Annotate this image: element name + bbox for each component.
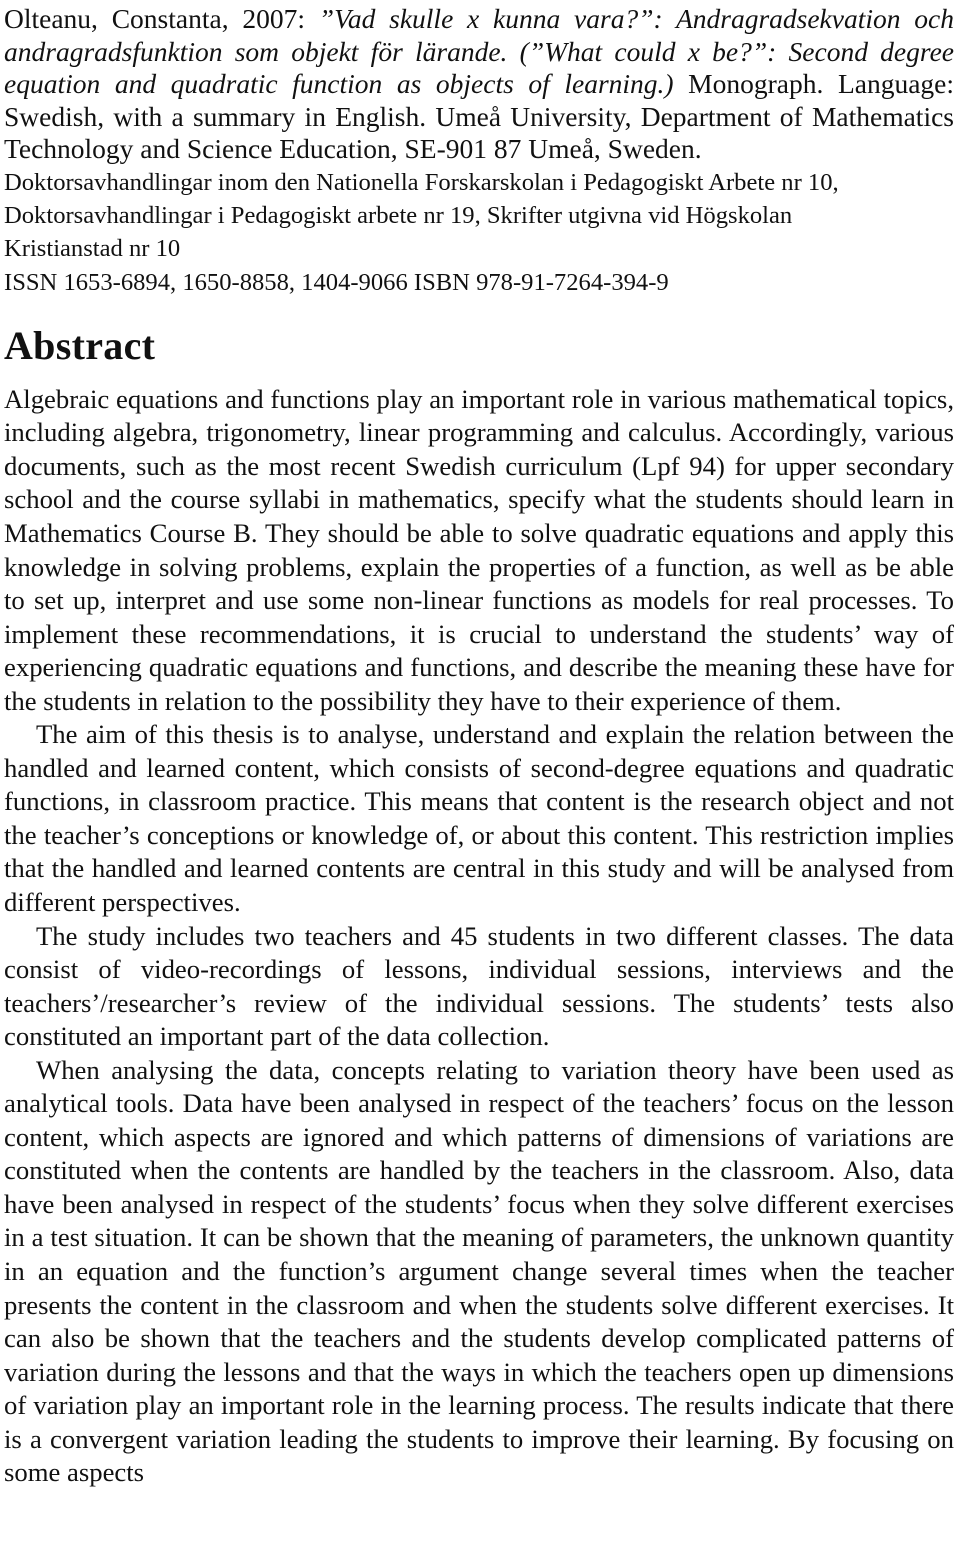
abstract-heading: Abstract (4, 322, 156, 368)
bibliographic-citation (4, 0, 954, 166)
abstract-paragraph: The study includes two teachers and 45 students in two different classes. The data consist of video-recordings of lessons, individual sessions, interviews and the teachers’/researcher’s review of the individual sessions. The students’ tests also constituted an important part of the data collection. (4, 920, 954, 1052)
issn-isbn: ISSN 1653-6894, 1650-8858, 1404-9066 ISBN 978-91-7264-394-9 (4, 268, 669, 296)
citation-author-date: Olteanu, Constanta, 2007: (4, 3, 319, 34)
series-line-3: Kristianstad nr 10 (4, 235, 181, 263)
abstract-paragraph: When analysing the data, concepts relating to variation theory have been used as analytical tools. Data have been analysed in respect of the teachers’ focus on the lesson content, which aspects are ignored and which patterns of dimensions of variations are constituted when the contents are handled by the teachers in the classroom. Also, data have been analysed in respect of the students’ focus when they solve different exercises in a test situation. It can be shown that the meaning of parameters, the unknown quantity in an equation and the function’s argument change several times when the teacher presents the content in the classroom and when the students solve different exercises. It can also be shown that the teachers and the students develop complicated patterns of variation during the lessons and that the ways in which the teachers open up dimensions of variation play an important role in the learning process. The results indicate that there is a convergent variation leading the students to improve their learning. By focusing on some aspects (4, 1054, 954, 1488)
document-page (4, 0, 954, 1490)
series-line-1: Doktorsavhandlingar inom den Nationella Forskarskolan i Pedagogiskt Arbete nr 10, (4, 168, 839, 196)
series-line-2: Doktorsavhandlingar i Pedagogiskt arbete nr 19, Skrifter utgivna vid Högskolan (4, 202, 793, 230)
citation-title: ”Vad skulle x kunna vara?”: Andragradsekvation och andragradsfunktion som objekt för lärande. (”What could x be?”: Second degree equation and quadratic function as objects of learning.) (4, 3, 954, 100)
citation-details: Monograph. Language: Swedish, with a summary in English. Umeå University, Department of Mathematics Technology and Science Education, SE-901 87 Umeå, Sweden. (4, 68, 955, 165)
abstract-paragraph: Algebraic equations and functions play an important role in various mathematical topics, including algebra, trigonometry, linear programming and calculus. Accordingly, various documents, such as the most recent Swedish curriculum (Lpf 94) for upper secondary school and the course syllabi in mathematics, specify what the students should learn in Mathematics Course B. They should be able to solve quadratic equations and apply this knowledge in solving problems, explain the properties of a function, as well as be able to set up, interpret and use some non-linear functions as models for real processes. To implement these recommendations, it is crucial to understand the students’ way of experiencing quadratic equations and functions, and describe the meaning these have for the students in relation to the possibility they have to their experience of them. (4, 383, 954, 716)
series-information (4, 166, 954, 299)
abstract-body (4, 383, 954, 1490)
abstract-paragraph: The aim of this thesis is to analyse, understand and explain the relation between the handled and learned content, which consists of second-degree equations and quadratic functions, in classroom practice. This means that content is the research object and not the teacher’s conceptions or knowledge of, or about this content. This restriction implies that the handled and learned contents are central in this study and will be analysed from different perspectives. (4, 719, 954, 917)
